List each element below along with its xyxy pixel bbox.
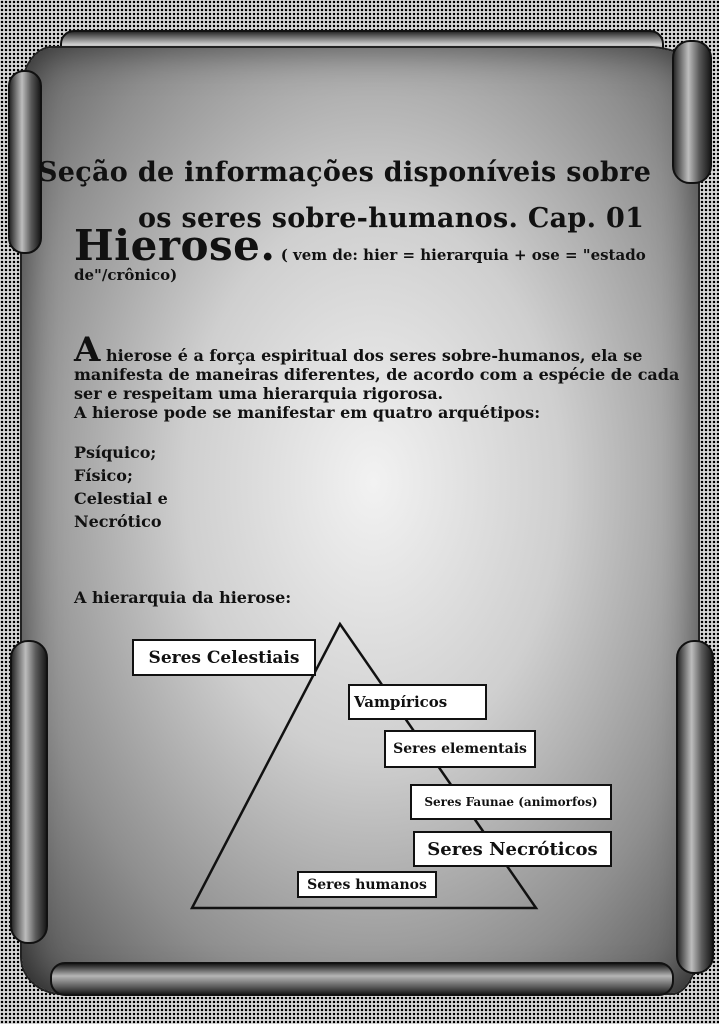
hierarchy-level: Seres humanos	[297, 871, 437, 898]
term-heading	[74, 221, 674, 285]
intro-text: hierose é a força espiritual dos seres sobre-humanos, ela se manifesta de maneiras diferentes, de acordo com a espécie de cada ser e respeitam uma hierarquia rigorosa.	[74, 346, 680, 403]
archetype-item: Físico;	[74, 466, 133, 485]
term-word: Hierose.	[74, 221, 276, 270]
drop-cap: A	[74, 330, 101, 370]
archetype-item: Necrótico	[74, 512, 162, 531]
title-line-1: Seção de informações disponíveis sobre	[38, 157, 652, 188]
archetype-item: Celestial e	[74, 489, 168, 508]
hierarchy-level: Vampíricos	[348, 684, 487, 720]
term-etymology: ( vem de: hier = hierarquia + ose = "estado de"/crônico)	[74, 246, 646, 284]
body-text	[74, 330, 684, 533]
title-line-2: os seres sobre-humanos. Cap. 01	[138, 203, 645, 234]
archetype-item: Psíquico;	[74, 443, 157, 462]
hierarchy-level: Seres Faunae (animorfos)	[410, 784, 612, 820]
hierarchy-level: Seres Celestiais	[132, 639, 316, 676]
intro-paragraph	[74, 330, 684, 403]
scroll-right-curl-bottom	[676, 640, 714, 974]
hierarchy-level: Seres Necróticos	[413, 831, 612, 867]
scroll-right-curl-top	[672, 40, 712, 184]
hierarchy-level: Seres elementais	[384, 730, 536, 768]
archetypes-intro: A hierose pode se manifestar em quatro arquétipos:	[74, 403, 541, 422]
scroll-bottom-roll	[50, 962, 674, 996]
hierarchy-label: A hierarquia da hierose:	[74, 588, 292, 607]
scroll-left-curl-bottom	[10, 640, 48, 944]
archetype-list	[74, 441, 684, 533]
